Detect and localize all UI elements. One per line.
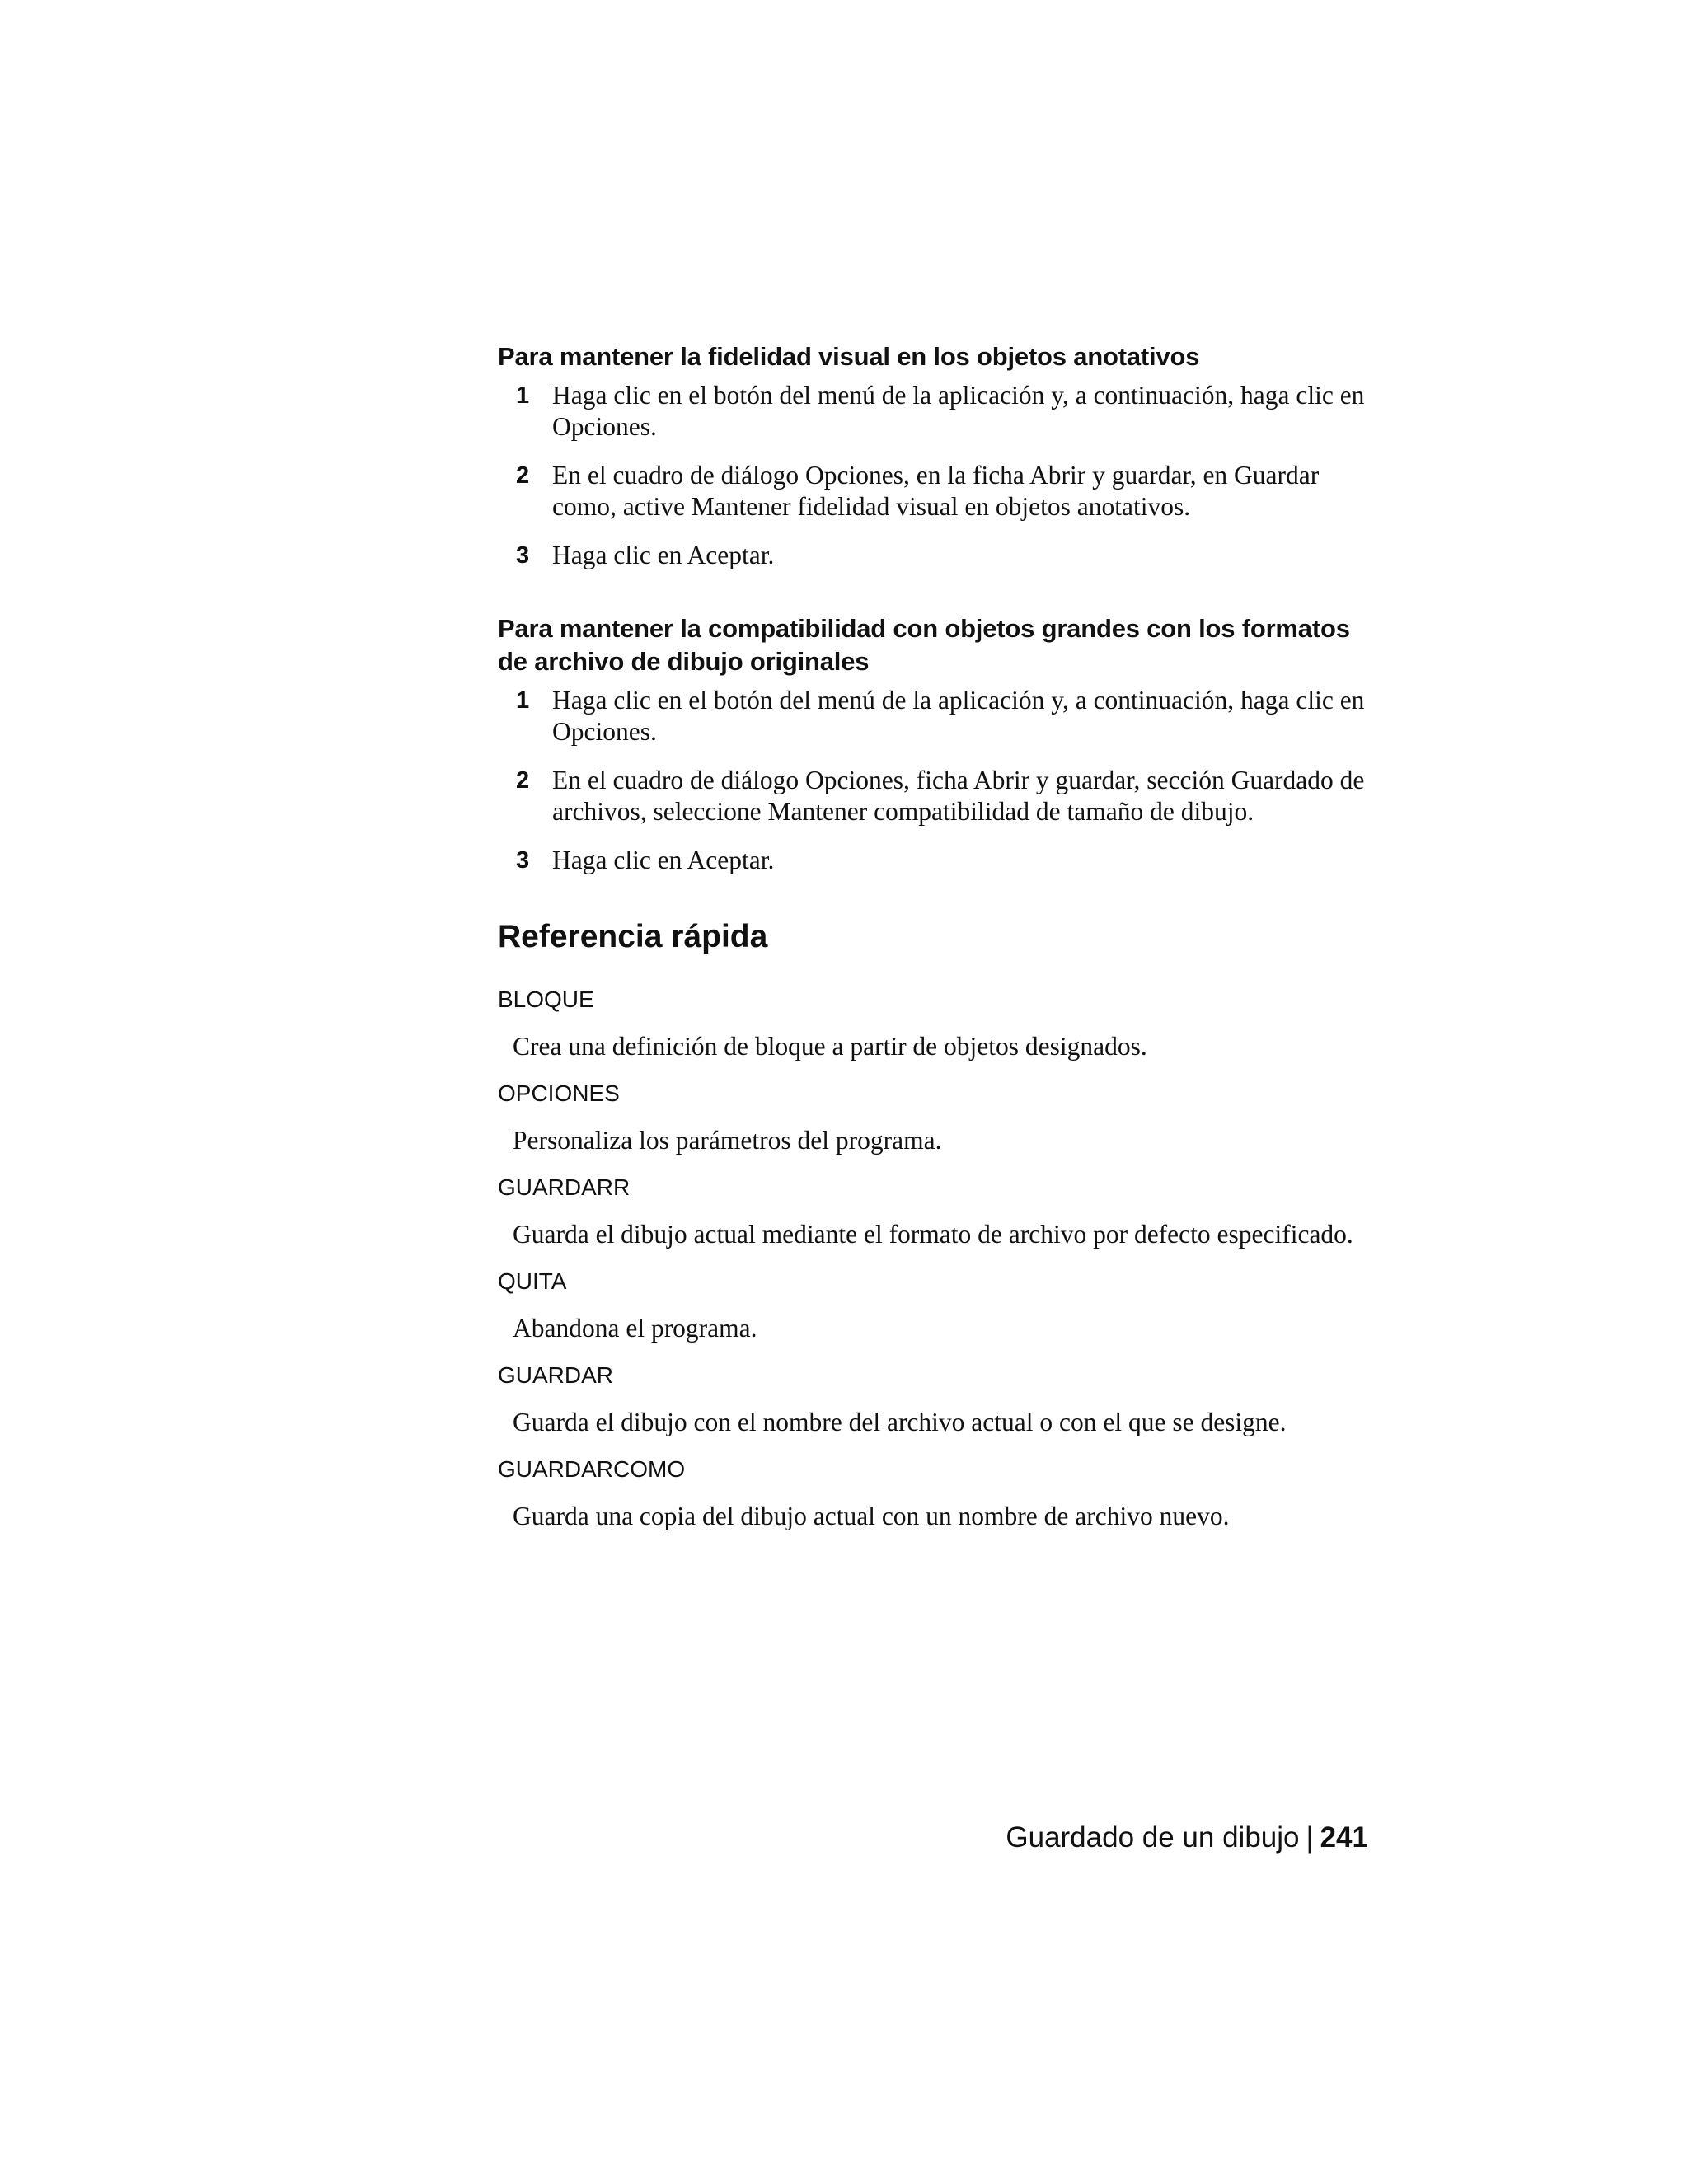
quick-reference-section (498, 917, 1373, 1532)
reference-term: QUITA (498, 1268, 567, 1294)
procedure-visual-fidelity (498, 340, 1373, 571)
page-footer (1006, 1820, 1368, 1856)
procedure-steps (498, 380, 1373, 571)
step-number: 2 (516, 462, 530, 489)
reference-term: GUARDARR (498, 1174, 631, 1200)
step-text: En el cuadro de diálogo Opciones, en la ficha Abrir y guardar, en Guardar como, active Mantener fidelidad visual en objetos anotativos. (552, 461, 1320, 521)
footer-chapter-title: Guardado de un dibujo (1006, 1821, 1300, 1854)
footer-separator: | (1306, 1821, 1314, 1854)
procedure-heading: Para mantener la compatibilidad con objetos grandes con los formatos de archivo de dibujo originales (498, 614, 1350, 676)
reference-term: OPCIONES (498, 1080, 620, 1106)
procedure-step (498, 380, 1373, 443)
reference-description: Guarda el dibujo actual mediante el formato de archivo por defecto especificado. (513, 1220, 1353, 1249)
reference-description: Guarda el dibujo con el nombre del archivo actual o con el que se designe. (513, 1408, 1287, 1436)
procedure-steps (498, 685, 1373, 876)
section-title: Referencia rápida (498, 919, 768, 954)
step-text: Haga clic en el botón del menú de la aplicación y, a continuación, haga clic en Opciones. (552, 381, 1365, 441)
page-number: 241 (1320, 1821, 1368, 1854)
reference-description: Guarda una copia del dibujo actual con un nombre de archivo nuevo. (513, 1502, 1230, 1530)
page-content (498, 340, 1373, 1549)
step-text: Haga clic en el botón del menú de la aplicación y, a continuación, haga clic en Opciones. (552, 686, 1365, 746)
procedure-heading: Para mantener la fidelidad visual en los objetos anotativos (498, 342, 1200, 371)
step-text: Haga clic en Aceptar. (552, 541, 775, 569)
step-number: 3 (516, 542, 530, 569)
procedure-step (498, 685, 1373, 748)
step-number: 3 (516, 847, 530, 874)
reference-description: Abandona el programa. (513, 1314, 757, 1343)
procedure-step (498, 765, 1373, 827)
step-text: En el cuadro de diálogo Opciones, ficha Abrir y guardar, sección Guardado de archivos, seleccione Mantener compatibilidad de tamaño de dibujo. (552, 766, 1365, 826)
procedure-large-object-compatibility (498, 612, 1373, 876)
procedure-step (498, 540, 1373, 571)
step-text: Haga clic en Aceptar. (552, 846, 775, 874)
procedure-step (498, 460, 1373, 523)
reference-term: GUARDAR (498, 1362, 614, 1388)
procedure-step (498, 845, 1373, 876)
reference-term: GUARDARCOMO (498, 1456, 686, 1482)
reference-description: Personaliza los parámetros del programa. (513, 1126, 942, 1155)
step-number: 1 (516, 382, 530, 409)
reference-term: BLOQUE (498, 987, 594, 1012)
reference-description: Crea una definición de bloque a partir de objetos designados. (513, 1032, 1147, 1061)
step-number: 1 (516, 687, 530, 714)
step-number: 2 (516, 767, 530, 794)
